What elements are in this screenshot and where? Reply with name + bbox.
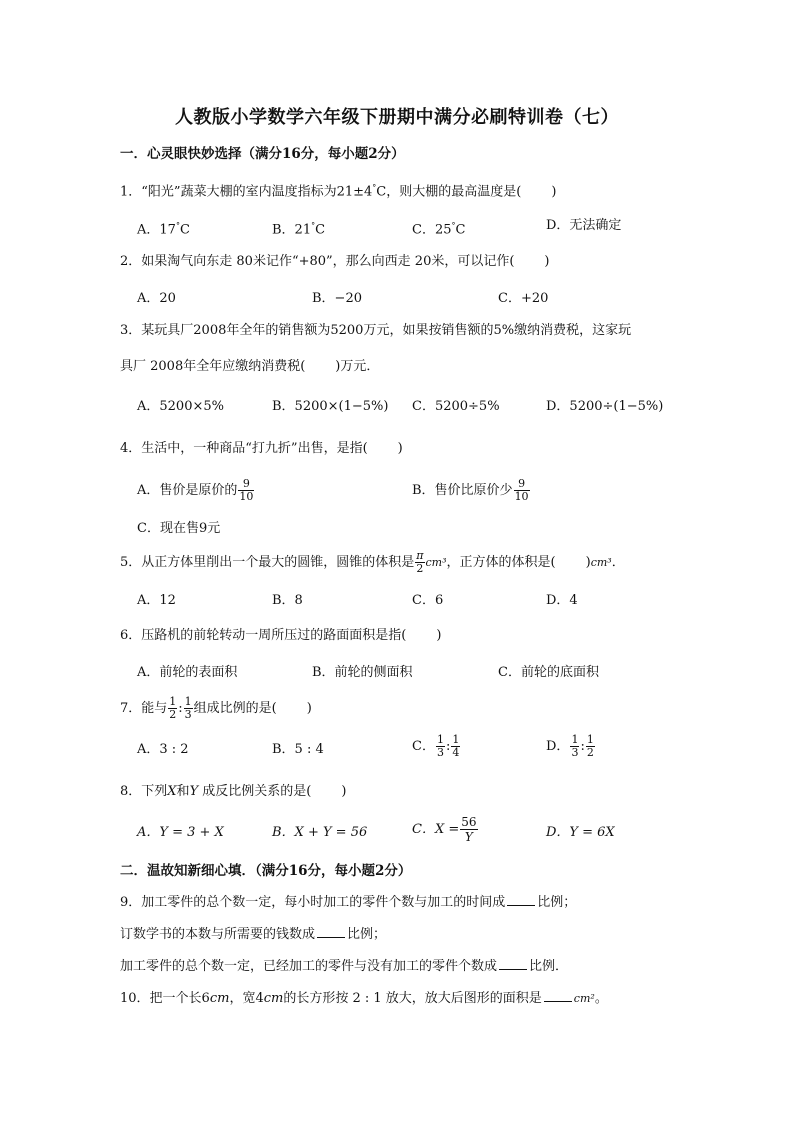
- q5-option-a[interactable]: A．12: [137, 593, 176, 608]
- question-9-line-1: 9．加工零件的总个数一定，每小时加工的零件个数与加工的时间成 比例；: [120, 895, 577, 910]
- q3-option-b[interactable]: B．5200×(1−5%): [272, 399, 389, 414]
- question-9-line-3: 加工零件的总个数一定，已经加工的零件与没有加工的零件个数成 比例．: [120, 959, 569, 974]
- question-4: 4．生活中，一种商品“打九折”出售，是指( ): [120, 441, 403, 456]
- section-1-heading: 一．心灵眼快妙选择（满分16分，每小题2分）: [120, 146, 405, 162]
- question-1: 1．“阳光”蔬菜大棚的室内温度指标为21±4°C，则大棚的最高温度是( ): [120, 183, 557, 200]
- q7-option-a[interactable]: A．3 : 2: [137, 742, 189, 757]
- q7-option-d[interactable]: D． $\frac{1}{3}$ : $\frac{1}{2}$: [546, 733, 594, 759]
- fraction: $\frac{56}{Y}$: [461, 815, 477, 844]
- q6-option-a[interactable]: A．前轮的表面积: [137, 665, 238, 680]
- answer-blank[interactable]: [507, 893, 535, 906]
- q8-option-b[interactable]: B．X + Y = 56: [272, 825, 368, 840]
- section-2-heading: 二．温故知新细心填．（满分16分，每小题2分）: [120, 863, 412, 879]
- q3-option-d[interactable]: D．5200÷(1−5%): [546, 399, 664, 414]
- q2-option-b[interactable]: B．−20: [312, 291, 362, 306]
- q3-option-a[interactable]: A．5200×5%: [137, 399, 224, 414]
- q1-option-a[interactable]: A．17°C: [137, 221, 190, 238]
- q4-option-b[interactable]: B．售价比原价少 $\frac{9}{10}$: [412, 477, 529, 503]
- q8-option-a[interactable]: A．Y = 3 + X: [137, 825, 224, 840]
- q1-option-c[interactable]: C．25°C: [412, 221, 466, 238]
- fraction: $\frac{1}{3}$: [436, 733, 444, 759]
- page-title: 人教版小学数学六年级下册期中满分必刷特训卷（七）: [175, 107, 619, 128]
- q7-option-c[interactable]: C． $\frac{1}{3}$ : $\frac{1}{4}$: [412, 733, 460, 759]
- fraction: $\frac{1}{3}$: [184, 695, 192, 721]
- q5-option-c[interactable]: C．6: [412, 593, 444, 608]
- q4-option-a[interactable]: A．售价是原价的 $\frac{9}{10}$: [137, 477, 254, 503]
- answer-blank[interactable]: [499, 957, 527, 970]
- q8-option-c[interactable]: C．X = $\frac{56}{Y}$: [412, 815, 477, 844]
- fraction: $\frac{1}{4}$: [452, 733, 460, 759]
- fraction: $\frac{\pi}{2}$: [416, 549, 424, 575]
- q1-option-b[interactable]: B．21°C: [272, 221, 326, 238]
- answer-blank[interactable]: [544, 989, 572, 1002]
- question-2: 2．如果淘气向东走 80米记作“+80”，那么向西走 20米，可以记作( ): [120, 254, 550, 269]
- q4-option-c[interactable]: C．现在售9元: [137, 521, 221, 536]
- q2-option-a[interactable]: A．20: [137, 291, 176, 306]
- q5-option-d[interactable]: D．4: [546, 593, 578, 608]
- question-5: 5．从正方体里削出一个最大的圆锥，圆锥的体积是 $\frac{\pi}{2}$ cm³，正方体的体积是( )cm³．: [120, 549, 625, 575]
- q5-option-b[interactable]: B．8: [272, 593, 303, 608]
- q1-option-d[interactable]: D．无法确定: [546, 218, 622, 233]
- q2-option-c[interactable]: C．+20: [498, 291, 549, 306]
- q3-option-c[interactable]: C．5200÷5%: [412, 399, 500, 414]
- q7-option-b[interactable]: B．5 : 4: [272, 742, 324, 757]
- question-10: 10．把一个长6cm，宽4cm的长方形按 2 : 1 放大，放大后图形的面积是 cm²。: [120, 991, 608, 1006]
- fraction: $\frac{1}{3}$: [571, 733, 579, 759]
- fraction: $\frac{9}{10}$: [514, 477, 529, 503]
- q6-option-b[interactable]: B．前轮的侧面积: [312, 665, 413, 680]
- fraction: $\frac{1}{2}$: [586, 733, 594, 759]
- fraction: $\frac{1}{2}$: [169, 695, 177, 721]
- question-3-line-1: 3．某玩具厂2008年全年的销售额为5200万元，如果按销售额的5%缴纳消费税，这家玩: [120, 323, 632, 338]
- q8-option-d[interactable]: D．Y = 6X: [546, 825, 615, 840]
- answer-blank[interactable]: [317, 925, 345, 938]
- question-7: 7．能与 $\frac{1}{2}$ : $\frac{1}{3}$ 组成比例的是( ): [120, 695, 312, 721]
- question-6: 6．压路机的前轮转动一周所压过的路面面积是指( ): [120, 628, 442, 643]
- question-3-line-2: 具厂 2008年全年应缴纳消费税( )万元．: [120, 359, 380, 374]
- question-9-line-2: 订数学书的本数与所需要的钱数成 比例；: [120, 927, 387, 942]
- question-8: 8．下列X和Y 成反比例关系的是( ): [120, 784, 347, 799]
- fraction: $\frac{9}{10}$: [239, 477, 254, 503]
- q6-option-c[interactable]: C．前轮的底面积: [498, 665, 599, 680]
